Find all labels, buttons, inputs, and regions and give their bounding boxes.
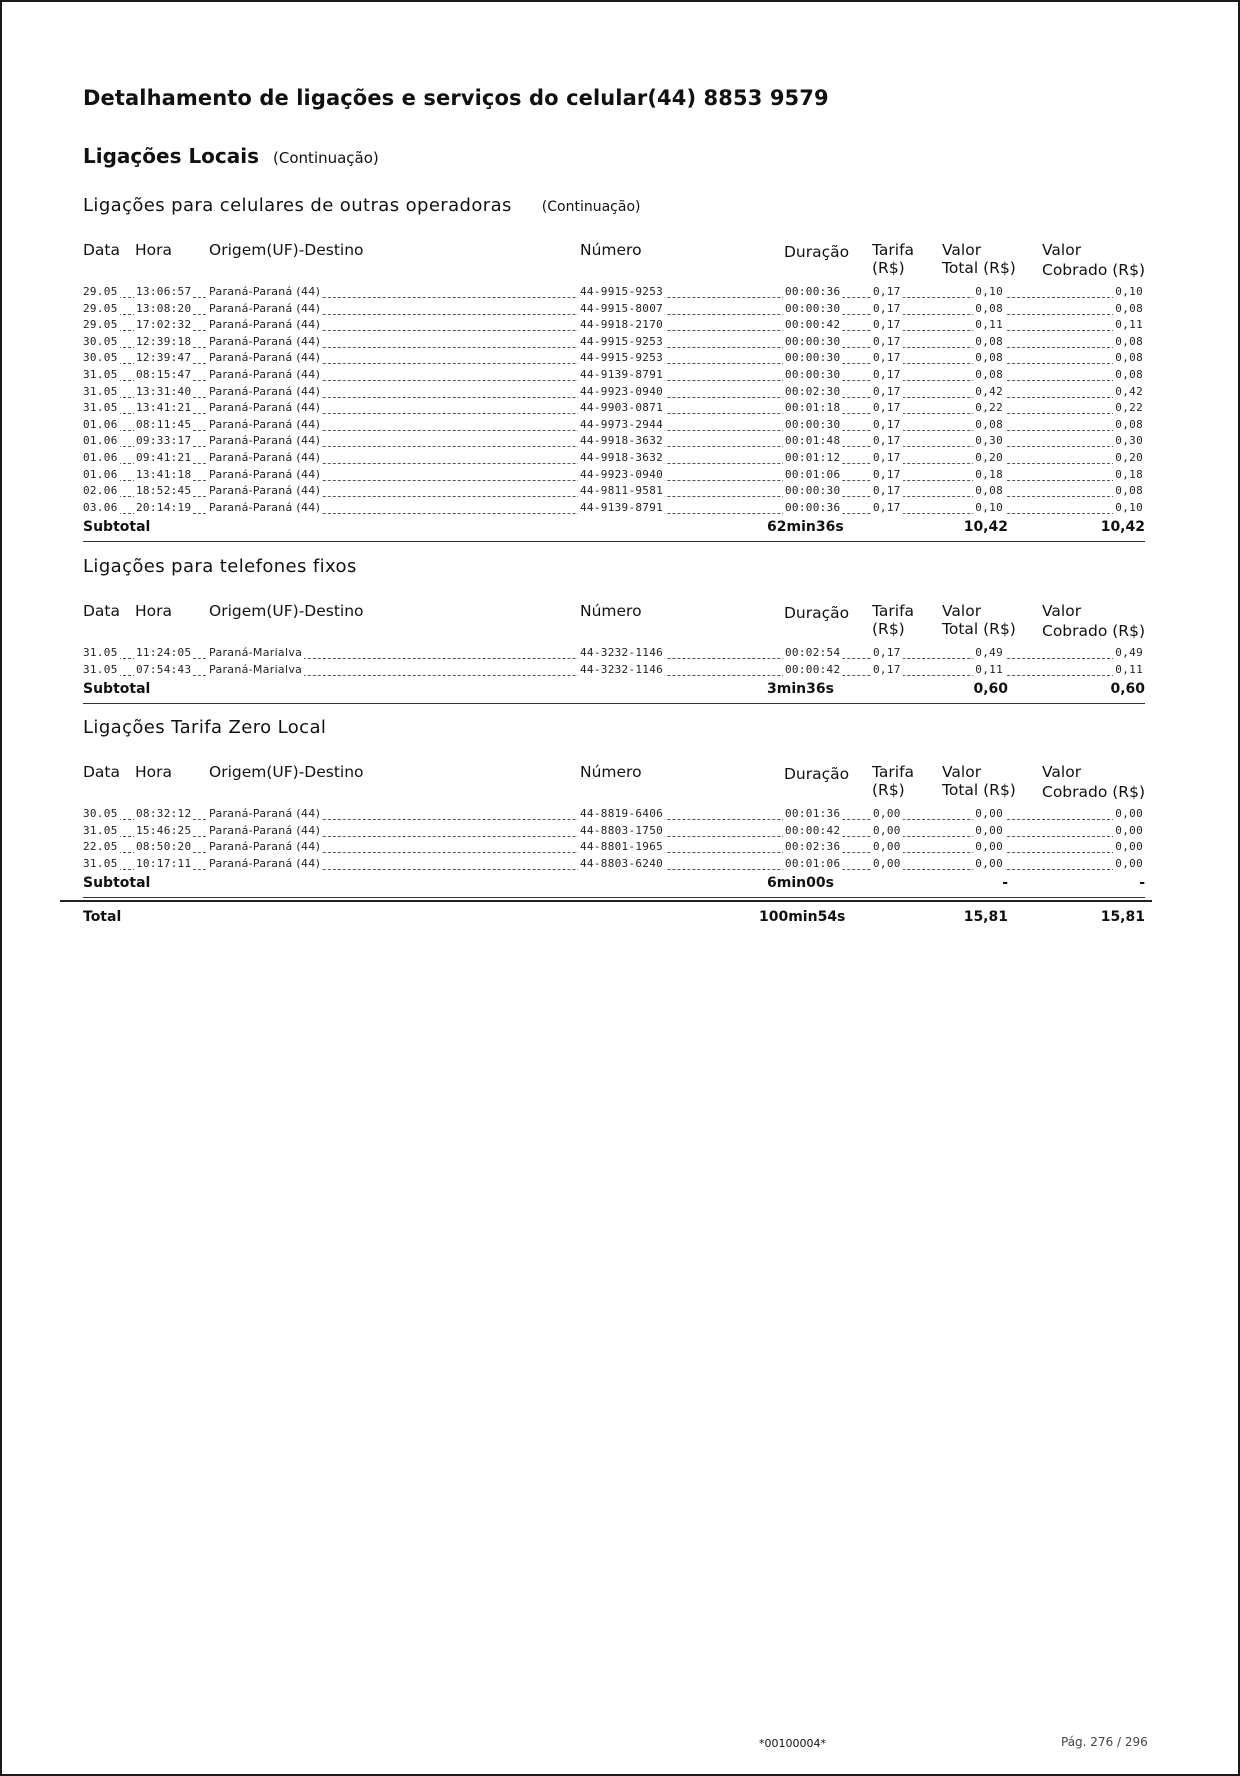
cell-orig: Paraná-Paraná (44) [209,318,321,332]
cell-data: 01.06 [83,467,118,481]
subtotal-duration: 3min36s [767,681,834,698]
cell-vc: 0,18 [1115,467,1143,481]
group-title-text: Ligações para telefones fixos [83,556,357,577]
cell-hora: 13:06:57 [136,285,192,298]
cell-vt: 0,00 [975,823,1003,837]
cell-vt: 0,08 [975,301,1003,315]
header-tarifa: Tarifa [872,763,915,781]
header-valor-cobrado: Valor [1042,602,1082,620]
header-data: Data [83,602,121,620]
cell-data: 01.06 [83,417,118,431]
total-divider [60,900,1152,902]
cell-vc: 0,08 [1115,417,1143,431]
header-valor-total: Valor [942,763,982,781]
cell-orig: Paraná-Paraná (44) [209,285,321,298]
table-row [83,318,1145,334]
cell-vc: 0,00 [1115,807,1143,820]
cell-orig: Paraná-Paraná (44) [209,840,321,854]
subtotal-divider [83,541,1145,542]
group-title [83,556,357,577]
header-data: Data [83,241,121,259]
header-valor-total-unit: Total (R$) [942,259,1016,277]
subtotal-divider [83,897,1145,898]
cell-num: 44-3232-1146 [580,662,664,676]
header-valor-cobrado-unit: Cobrado (R$) [1042,261,1145,279]
cell-vt: 0,08 [975,484,1003,498]
cell-orig: Paraná-Paraná (44) [209,401,321,415]
cell-num: 44-9973-2944 [580,417,664,431]
document-code: *00100004* [759,1737,826,1750]
page-title: Detalhamento de ligações e serviços do celular(44) 8853 9579 [83,86,829,110]
cell-hora: 08:32:12 [136,807,192,820]
subtotal-valor-cobrado: 0,60 [1110,681,1145,698]
cell-vc: 0,00 [1115,840,1143,854]
cell-orig: Paraná-Marialva [209,662,303,676]
subtotal-valor-total: - [1002,875,1008,892]
cell-dur: 00:00:36 [785,500,841,514]
table-row [83,501,1145,517]
cell-data: 01.06 [83,451,118,464]
cell-num: 44-9139-8791 [580,500,664,514]
cell-num: 44-8803-1750 [580,823,664,837]
cell-dur: 00:00:30 [785,301,841,315]
subtotal-valor-cobrado: - [1139,875,1145,892]
cell-orig: Paraná-Paraná (44) [209,856,321,870]
cell-vc: 0,11 [1115,662,1143,676]
total-label: Total [83,909,122,925]
cell-vt: 0,08 [975,334,1003,348]
cell-tar: 0,17 [873,646,901,659]
header-valor-cobrado-unit: Cobrado (R$) [1042,622,1145,640]
cell-data: 31.05 [83,646,118,659]
subtotal-duration: 62min36s [767,519,844,536]
cell-dur: 00:01:48 [785,434,841,448]
header-valor-cobrado: Valor [1042,763,1082,781]
cell-tar: 0,17 [873,368,901,381]
cell-tar: 0,17 [873,467,901,481]
cell-vt: 0,49 [975,646,1003,659]
cell-orig: Paraná-Paraná (44) [209,451,321,464]
cell-tar: 0,17 [873,318,901,332]
cell-dur: 00:00:42 [785,823,841,837]
cell-num: 44-9923-0940 [580,467,664,481]
cell-vc: 0,08 [1115,301,1143,315]
cell-tar: 0,00 [873,807,901,820]
cell-dur: 00:01:12 [785,451,841,464]
cell-orig: Paraná-Paraná (44) [209,417,321,431]
cell-tar: 0,00 [873,840,901,854]
cell-vc: 0,49 [1115,646,1143,659]
header-origem-destino: Origem(UF)-Destino [209,241,364,259]
cell-orig: Paraná-Paraná (44) [209,500,321,514]
total-duration: 100min54s [759,909,846,925]
cell-hora: 12:39:18 [136,334,192,348]
cell-tar: 0,17 [873,351,901,365]
cell-vt: 0,11 [975,318,1003,332]
cell-vc: 0,08 [1115,484,1143,498]
cell-data: 31.05 [83,823,118,837]
section-continuation: (Continuação) [273,149,379,167]
cell-tar: 0,17 [873,500,901,514]
cell-data: 03.06 [83,500,118,514]
cell-dur: 00:00:30 [785,351,841,365]
cell-num: 44-9918-3632 [580,434,664,448]
cell-orig: Paraná-Marialva [209,646,303,659]
cell-orig: Paraná-Paraná (44) [209,301,321,315]
cell-tar: 0,17 [873,401,901,415]
header-tarifa: Tarifa [872,602,915,620]
header-tarifa: Tarifa [872,241,915,259]
cell-dur: 00:00:30 [785,484,841,498]
cell-vt: 0,00 [975,856,1003,870]
cell-num: 44-8819-6406 [580,807,664,820]
cell-hora: 09:33:17 [136,434,192,448]
cell-tar: 0,17 [873,662,901,676]
table-row [83,663,1145,679]
header-valor-total: Valor [942,241,982,259]
cell-tar: 0,00 [873,856,901,870]
cell-data: 29.05 [83,318,118,332]
cell-num: 44-9811-9581 [580,484,664,498]
subtotal-row [83,875,1145,897]
cell-data: 22.05 [83,840,118,854]
cell-tar: 0,17 [873,484,901,498]
cell-vt: 0,08 [975,368,1003,381]
subtotal-label: Subtotal [83,519,151,536]
header-numero: Número [580,763,642,781]
cell-vt: 0,00 [975,840,1003,854]
table-row [83,368,1145,384]
header-numero: Número [580,241,642,259]
cell-tar: 0,17 [873,417,901,431]
cell-num: 44-9915-9253 [580,351,664,365]
table-row [83,840,1145,856]
table-row [83,857,1145,873]
table-row [83,468,1145,484]
header-duracao: Duração [784,604,850,622]
cell-vt: 0,42 [975,384,1003,398]
cell-dur: 00:00:30 [785,368,841,381]
cell-data: 31.05 [83,368,118,381]
cell-vt: 0,10 [975,500,1003,514]
cell-hora: 13:08:20 [136,301,192,315]
cell-vt: 0,18 [975,467,1003,481]
header-valor-total-unit: Total (R$) [942,620,1016,638]
cell-vc: 0,08 [1115,351,1143,365]
cell-hora: 11:24:05 [136,646,192,659]
cell-hora: 13:41:18 [136,467,192,481]
subtotal-valor-total: 0,60 [973,681,1008,698]
cell-dur: 00:02:54 [785,646,841,659]
cell-data: 29.05 [83,301,118,315]
cell-dur: 00:00:42 [785,318,841,332]
cell-tar: 0,17 [873,285,901,298]
group-title-text: Ligações Tarifa Zero Local [83,717,327,738]
cell-vc: 0,30 [1115,434,1143,448]
subtotal-valor-total: 10,42 [963,519,1008,536]
table-row [83,451,1145,467]
cell-orig: Paraná-Paraná (44) [209,368,321,381]
cell-vc: 0,10 [1115,500,1143,514]
group-title-text: Ligações para celulares de outras operadoras [83,195,512,216]
header-hora: Hora [135,602,173,620]
cell-data: 30.05 [83,334,118,348]
cell-vc: 0,08 [1115,334,1143,348]
cell-data: 31.05 [83,856,118,870]
cell-vc: 0,00 [1115,856,1143,870]
table-row [83,401,1145,417]
cell-vt: 0,22 [975,401,1003,415]
total-row [83,909,1145,931]
cell-vt: 0,08 [975,417,1003,431]
cell-num: 44-9915-8007 [580,301,664,315]
cell-hora: 09:41:21 [136,451,192,464]
statement-page [2,2,1238,1774]
cell-orig: Paraná-Paraná (44) [209,384,321,398]
header-tarifa-unit: (R$) [872,259,905,277]
cell-orig: Paraná-Paraná (44) [209,807,321,820]
header-duracao: Duração [784,765,850,783]
cell-orig: Paraná-Paraná (44) [209,334,321,348]
section-title [83,144,379,168]
cell-dur: 00:01:18 [785,401,841,415]
cell-vc: 0,20 [1115,451,1143,464]
cell-hora: 18:52:45 [136,484,192,498]
cell-data: 29.05 [83,285,118,298]
cell-num: 44-8801-1965 [580,840,664,854]
cell-vt: 0,30 [975,434,1003,448]
cell-data: 30.05 [83,807,118,820]
header-valor-total: Valor [942,602,982,620]
cell-num: 44-9915-9253 [580,285,664,298]
table-row [83,418,1145,434]
cell-hora: 12:39:47 [136,351,192,365]
cell-tar: 0,17 [873,451,901,464]
cell-vt: 0,10 [975,285,1003,298]
cell-hora: 13:41:21 [136,401,192,415]
group-title [83,717,326,738]
cell-dur: 00:00:36 [785,285,841,298]
cell-tar: 0,17 [873,434,901,448]
cell-data: 31.05 [83,401,118,415]
section-title-text: Ligações Locais [83,144,260,168]
cell-vc: 0,11 [1115,318,1143,332]
subtotal-duration: 6min00s [767,875,834,892]
cell-dur: 00:00:42 [785,662,841,676]
header-valor-cobrado: Valor [1042,241,1082,259]
cell-data: 31.05 [83,384,118,398]
table-row [83,807,1145,823]
cell-vt: 0,11 [975,662,1003,676]
cell-orig: Paraná-Paraná (44) [209,434,321,448]
cell-data: 02.06 [83,484,118,498]
table-row [83,434,1145,450]
header-hora: Hora [135,241,173,259]
cell-dur: 00:02:36 [785,840,841,854]
cell-vc: 0,42 [1115,384,1143,398]
cell-dur: 00:00:30 [785,417,841,431]
cell-hora: 20:14:19 [136,500,192,514]
cell-vt: 0,20 [975,451,1003,464]
subtotal-divider [83,703,1145,704]
cell-vc: 0,10 [1115,285,1143,298]
table-row [83,302,1145,318]
cell-data: 31.05 [83,662,118,676]
subtotal-row [83,519,1145,541]
cell-num: 44-9918-2170 [580,318,664,332]
subtotal-row [83,681,1145,703]
cell-tar: 0,17 [873,384,901,398]
total-valor-cobrado: 15,81 [1100,909,1145,925]
cell-num: 44-3232-1146 [580,646,664,659]
table-row [83,385,1145,401]
header-tarifa-unit: (R$) [872,620,905,638]
subtotal-label: Subtotal [83,681,151,698]
cell-dur: 00:01:06 [785,467,841,481]
header-valor-total-unit: Total (R$) [942,781,1016,799]
cell-hora: 17:02:32 [136,318,192,332]
header-data: Data [83,763,121,781]
cell-vc: 0,22 [1115,401,1143,415]
header-numero: Número [580,602,642,620]
cell-data: 30.05 [83,351,118,365]
header-tarifa-unit: (R$) [872,781,905,799]
page-number: Pág. 276 / 296 [1061,1735,1148,1749]
cell-dur: 00:01:36 [785,807,841,820]
table-row [83,824,1145,840]
cell-num: 44-9918-3632 [580,451,664,464]
cell-hora: 08:11:45 [136,417,192,431]
cell-tar: 0,17 [873,334,901,348]
table-row [83,335,1145,351]
cell-orig: Paraná-Paraná (44) [209,467,321,481]
cell-num: 44-9915-9253 [580,334,664,348]
cell-tar: 0,17 [873,301,901,315]
cell-dur: 00:01:06 [785,856,841,870]
cell-hora: 15:46:25 [136,823,192,837]
cell-vt: 0,00 [975,807,1003,820]
cell-orig: Paraná-Paraná (44) [209,484,321,498]
subtotal-valor-cobrado: 10,42 [1100,519,1145,536]
cell-hora: 10:17:11 [136,856,192,870]
header-origem-destino: Origem(UF)-Destino [209,602,364,620]
cell-hora: 08:15:47 [136,368,192,381]
cell-num: 44-9139-8791 [580,368,664,381]
cell-num: 44-9923-0940 [580,384,664,398]
cell-hora: 13:31:40 [136,384,192,398]
cell-vt: 0,08 [975,351,1003,365]
cell-tar: 0,00 [873,823,901,837]
header-hora: Hora [135,763,173,781]
table-row [83,646,1145,662]
header-origem-destino: Origem(UF)-Destino [209,763,364,781]
header-valor-cobrado-unit: Cobrado (R$) [1042,783,1145,801]
table-row [83,351,1145,367]
table-row [83,484,1145,500]
table-row [83,285,1145,301]
cell-dur: 00:00:30 [785,334,841,348]
group-title-continuation: (Continuação) [541,199,641,215]
group-title [83,195,640,216]
cell-data: 01.06 [83,434,118,448]
total-valor-total: 15,81 [963,909,1008,925]
cell-dur: 00:02:30 [785,384,841,398]
cell-num: 44-8803-6240 [580,856,664,870]
cell-vc: 0,00 [1115,823,1143,837]
cell-orig: Paraná-Paraná (44) [209,351,321,365]
cell-vc: 0,08 [1115,368,1143,381]
cell-orig: Paraná-Paraná (44) [209,823,321,837]
cell-hora: 08:50:20 [136,840,192,854]
cell-num: 44-9903-0871 [580,401,664,415]
subtotal-label: Subtotal [83,875,151,892]
header-duracao: Duração [784,243,850,261]
cell-hora: 07:54:43 [136,662,192,676]
